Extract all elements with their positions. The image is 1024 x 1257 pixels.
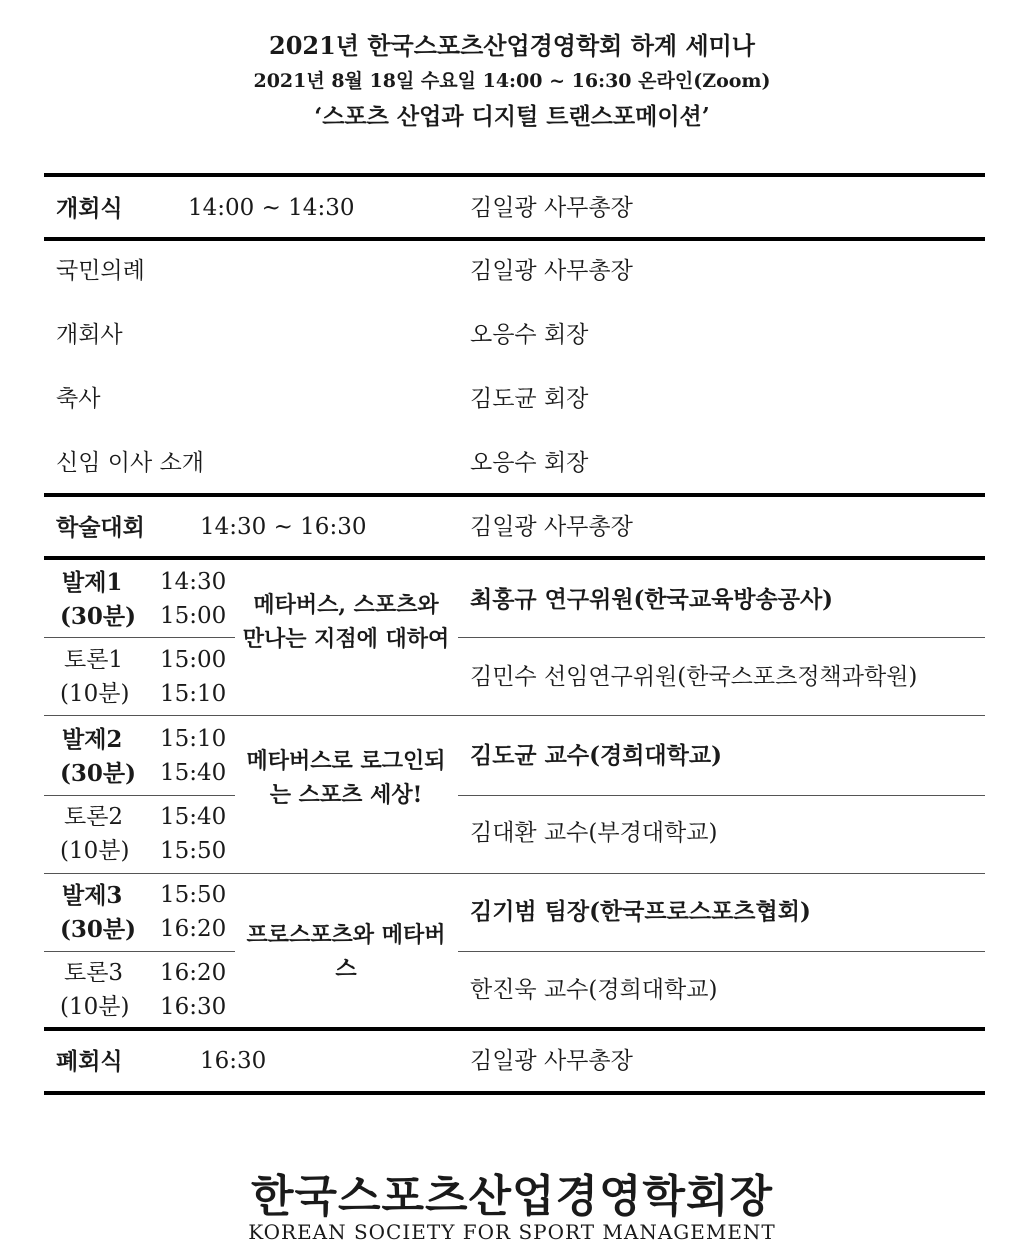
divider bbox=[44, 951, 235, 952]
presentation-duration: (30분) bbox=[60, 916, 136, 943]
presentation-label: 발제3 bbox=[62, 882, 123, 909]
discussion-label: 토론3 bbox=[64, 960, 124, 986]
agenda-item-title: 신임 이사 소개 bbox=[56, 450, 204, 476]
divider bbox=[44, 1091, 985, 1095]
organization-name: 한국스포츠산업경영학회장 bbox=[250, 1171, 774, 1222]
presentation-start: 15:50 bbox=[160, 882, 227, 908]
discussion-end: 16:30 bbox=[160, 994, 227, 1020]
divider bbox=[44, 237, 985, 241]
discussion-end: 15:50 bbox=[160, 838, 227, 864]
academic-time: 14:30 ~ 16:30 bbox=[200, 514, 367, 540]
discussion-start: 15:00 bbox=[160, 647, 227, 673]
agenda-item-person: 김일광 사무총장 bbox=[470, 258, 633, 284]
opening-time: 14:00 ~ 14:30 bbox=[188, 195, 355, 221]
presenter: 김도균 교수(경희대학교) bbox=[470, 742, 722, 769]
discussion-duration: (10분) bbox=[60, 994, 130, 1020]
session-topic: 메타버스, 스포츠와 만나는 지점에 대하여 bbox=[242, 592, 450, 652]
presentation-duration: (30분) bbox=[60, 603, 136, 630]
divider bbox=[44, 873, 985, 874]
organization-name-english: KOREAN SOCIETY FOR SPORT MANAGEMENT bbox=[248, 1220, 776, 1244]
divider bbox=[458, 951, 985, 952]
divider bbox=[44, 173, 985, 177]
closing-host: 김일광 사무총장 bbox=[470, 1048, 633, 1074]
closing-label: 폐회식 bbox=[56, 1048, 123, 1075]
presentation-duration: (30분) bbox=[60, 760, 136, 787]
discussant: 한진욱 교수(경희대학교) bbox=[470, 977, 718, 1003]
divider bbox=[458, 637, 985, 638]
discussion-start: 15:40 bbox=[160, 804, 227, 830]
discussion-end: 15:10 bbox=[160, 681, 227, 707]
divider bbox=[44, 493, 985, 497]
seminar-title: 2021년 한국스포츠산업경영학회 하계 세미나 bbox=[269, 31, 755, 60]
divider bbox=[44, 556, 985, 560]
presentation-end: 15:00 bbox=[160, 603, 227, 629]
discussant: 김민수 선임연구위원(한국스포츠정책과학원) bbox=[470, 664, 918, 690]
discussion-label: 토론2 bbox=[64, 804, 124, 830]
presenter: 김기범 팀장(한국프로스포츠협회) bbox=[470, 898, 811, 925]
agenda-item-title: 개회사 bbox=[56, 322, 123, 348]
seminar-date: 2021년 8월 18일 수요일 14:00 ~ 16:30 온라인(Zoom) bbox=[253, 70, 771, 92]
discussion-duration: (10분) bbox=[60, 681, 130, 707]
presentation-start: 14:30 bbox=[160, 569, 227, 595]
agenda-item-person: 오응수 회장 bbox=[470, 322, 589, 348]
divider bbox=[44, 1027, 985, 1031]
presentation-end: 16:20 bbox=[160, 916, 227, 942]
discussion-label: 토론1 bbox=[64, 647, 124, 673]
divider bbox=[44, 715, 985, 716]
opening-host: 김일광 사무총장 bbox=[470, 195, 633, 221]
presentation-label: 발제2 bbox=[62, 726, 123, 753]
presentation-label: 발제1 bbox=[62, 569, 123, 596]
divider bbox=[458, 795, 985, 796]
agenda-item-person: 김도균 회장 bbox=[470, 386, 589, 412]
presenter: 최홍규 연구위원(한국교육방송공사) bbox=[470, 586, 834, 613]
agenda-item-title: 축사 bbox=[56, 386, 101, 412]
discussion-start: 16:20 bbox=[160, 960, 227, 986]
divider bbox=[44, 637, 235, 638]
presentation-start: 15:10 bbox=[160, 726, 227, 752]
presentation-end: 15:40 bbox=[160, 760, 227, 786]
session-topic: 메타버스로 로그인되는 스포츠 세상! bbox=[246, 748, 446, 808]
agenda-item-title: 국민의례 bbox=[56, 258, 145, 284]
discussant: 김대환 교수(부경대학교) bbox=[470, 820, 718, 846]
closing-time: 16:30 bbox=[200, 1048, 267, 1074]
opening-label: 개회식 bbox=[56, 195, 123, 222]
session-topic: 프로스포츠와 메타버스 bbox=[246, 922, 446, 982]
divider bbox=[44, 795, 235, 796]
discussion-duration: (10분) bbox=[60, 838, 130, 864]
agenda-item-person: 오응수 회장 bbox=[470, 450, 589, 476]
seminar-theme: ‘스포츠 산업과 디지털 트랜스포메이션’ bbox=[314, 103, 710, 130]
academic-host: 김일광 사무총장 bbox=[470, 514, 633, 540]
academic-label: 학술대회 bbox=[56, 514, 145, 541]
